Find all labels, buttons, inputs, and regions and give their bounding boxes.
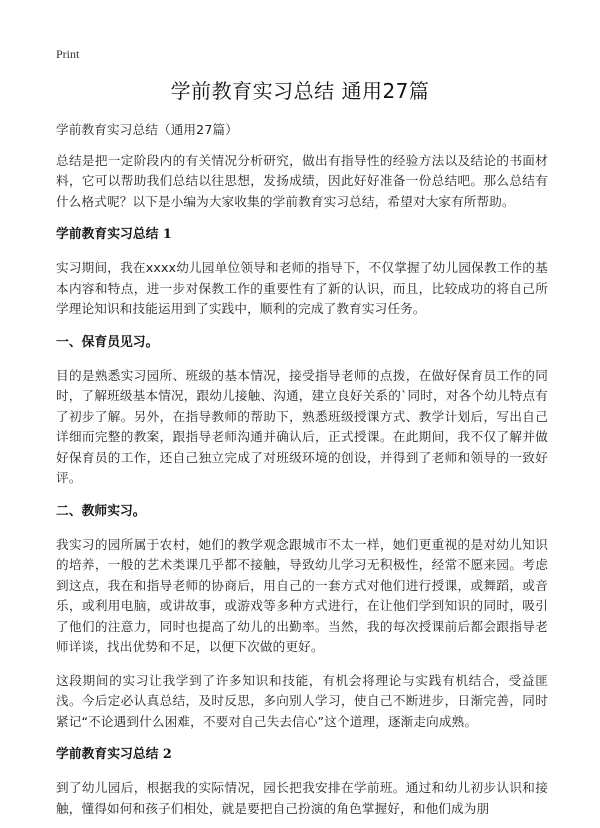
teacher-paragraph-1: 我实习的园所属于农村，她们的教学观念跟城市不太一样，她们更重视的是对幼儿知识的培养，一般的艺术类课几乎都不接触，导致幼儿学习无积极性，经常不愿来园。考虑到这点，我在和指导老师的协商后，用自己的一套方式对他们进行授课，或舞蹈，或音乐，或利用电脑，或讲故事，或游戏等多种方式进行，在让他们学到知识的同时，吸引了他们的注意力，同时也提高了幼儿的出勤率。当然，我的每次授课前后都会跟指导老师详谈，找出优势和不足，以便下次做的更好。 [56, 536, 548, 654]
teacher-paragraph-2: 这段期间的实习让我学到了许多知识和技能，有机会将理论与实践有机结合，受益匪浅。今后定必认真总结，及时反思，多向别人学习，使自己不断进步，日渐完善，同时紧记“不论遇到什么困难，不要对自己失去信心”这个道理，逐渐走向成熟。 [56, 672, 548, 729]
section2-paragraph: 到了幼儿园后，根据我的实际情况，园长把我安排在学前班。通过和幼儿初步认识和接触，懂得如何和孩子们相处，就是要把自己扮演的角色掌握好，和他们成为朋 [56, 780, 548, 816]
section-heading-1: 学前教育实习总结 1 [56, 227, 172, 242]
intro-paragraph: 总结是把一定阶段内的有关情况分析研究，做出有指导性的经验方法以及结论的书面材料，它可以帮助我们总结以往思想，发扬成绩，因此好好准备一份总结吧。那么总结有什么格式呢？以下是小编为大家收集的学前教育实习总结，希望对大家有所帮助。 [56, 152, 548, 209]
article-body [56, 120, 548, 819]
page-title: 学前教育实习总结 通用27篇 [170, 79, 430, 103]
nursery-paragraph: 目的是熟悉实习园所、班级的基本情况，接受指导老师的点拨，在做好保育员工作的同时，了解班级基本情况，跟幼儿接触、沟通，建立良好关系的`同时，对各个幼儿特点有了初步了解。另外，在指导教师的帮助下，熟悉班级授课方式、教学计划后，写出自己详细而完整的教案，跟指导老师沟通并确认后，正式授课。在此期间，我不仅了解并做好保育员的工作，还自己独立完成了对班级环境的创设，并得到了老师和领导的一致好评。 [56, 367, 548, 485]
section-heading-2: 学前教育实习总结 2 [56, 747, 172, 762]
section1-paragraph: 实习期间，我在xxxx幼儿园单位领导和老师的指导下，不仅掌握了幼儿园保教工作的基本内容和特点，进一步对保教工作的重要性有了新的认识，而且，比较成功的将自己所学理论知识和技能运用到了实践中，顺利的完成了教育实习任务。 [56, 260, 548, 316]
print-link[interactable]: Print [56, 47, 80, 61]
subsection-heading-teacher: 二、教师实习。 [56, 503, 146, 519]
subsection-heading-nursery: 一、保育员见习。 [56, 334, 159, 350]
article-subtitle: 学前教育实习总结（通用27篇） [56, 122, 238, 137]
